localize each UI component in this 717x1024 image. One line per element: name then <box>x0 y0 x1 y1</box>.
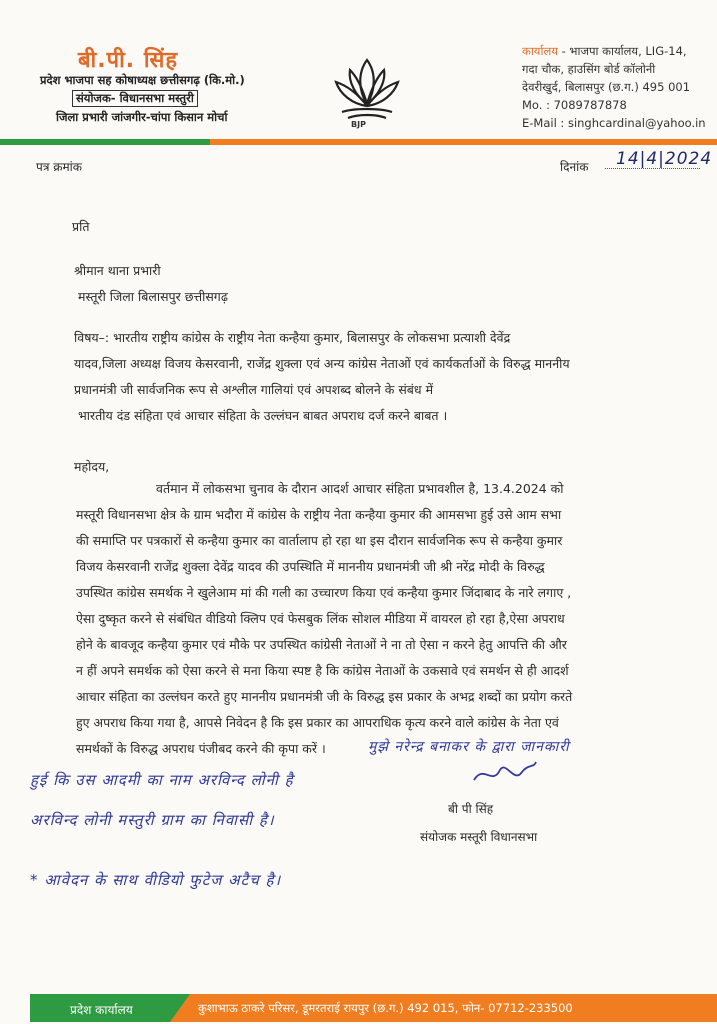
sender-designation-1: प्रदेश भाजपा सह कोषाध्यक्ष छत्तीसगढ़ (कि.मो.) <box>40 73 245 87</box>
prati-text: प्रति <box>72 219 90 234</box>
body-line-6: ऐसा दुष्कृत करने से संबंधित वीडियो क्लिप एवं फेसबुक लिंक सोशल मीडिया में वायरल हो रहा है,ऐसा अपराध <box>76 611 565 626</box>
body-line-5: उपस्थित कांग्रेस समर्थक ने खुलेआम मां की गली का उच्चारण किया एवं कन्हैया कुमार जिंदाबाद के नारे लगाए , <box>76 585 572 600</box>
sender-designation-2: संयोजक- विधानसभा मस्तुरी <box>72 90 198 107</box>
office-address-1 <box>522 44 687 59</box>
body-line-11: समर्थकों के विरुद्ध अपराध पंजीबद करने की कृपा करें । <box>76 741 326 756</box>
handwritten-note-1: मुझे नरेन्द्र बनाकर के द्वारा जानकारी <box>368 739 570 755</box>
handwritten-note-3: अरविन्द लोनी मस्तुरी ग्राम का निवासी है। <box>30 811 275 829</box>
header-band-green <box>0 139 210 145</box>
addressee-line-2: मस्तूरी जिला बिलासपुर छत्तीसगढ़ <box>78 289 228 304</box>
subject-line-4: भारतीय दंड संहिता एवं आचार संहिता के उल्लंघन बाबत अपराध दर्ज करने बाबत । <box>78 408 448 423</box>
body-line-8: न हीं अपने समर्थक को ऐसा करने से मना किया स्पष्ट है कि कांग्रेस नेताओं के उकसावे एवं समर्थन से ही आदर्श <box>76 663 569 678</box>
handwritten-note-2: हुई कि उस आदमी का नाम अरविन्द लोनी है <box>30 771 294 789</box>
lotus-emblem-icon <box>330 52 404 132</box>
ref-label: पत्र क्रमांक <box>36 160 82 174</box>
addressee-line-1: श्रीमान थाना प्रभारी <box>74 263 161 278</box>
sender-name: बी.पी. सिंह <box>78 48 179 73</box>
office-address-2: गदा चौक, हाउसिंग बोर्ड कॉलोनी <box>522 62 656 76</box>
footer-office-label: प्रदेश कार्यालय <box>70 1003 133 1017</box>
body-line-9: आचार संहिता का उल्लंघन करते हुए माननीय प्रधानमंत्री जी के विरुद्ध इस प्रकार के अभद्र शब्दों का प्रयोग करते <box>76 689 573 704</box>
date-label: दिनांक <box>560 160 589 174</box>
emblem-caption: BJP <box>351 120 366 129</box>
header-band-saffron <box>210 139 717 145</box>
office-address-3: देवरीखुर्द, बिलासपुर (छ.ग.) 495 001 <box>522 80 691 94</box>
header-band <box>0 136 717 146</box>
office-text: - भाजपा कार्यालय, LIG-14, <box>561 44 687 58</box>
subject-line-1: विषय–: भारतीय राष्ट्रीय कांग्रेस के राष्ट्रीय नेता कन्हैया कुमार, बिलासपुर के लोकसभा प्रत्याशी देवेंद्र <box>74 330 511 345</box>
body-line-7: होने के बावजूद कन्हैया कुमार एवं मौके पर उपस्थित कांग्रेसी नेताओं ने ना तो ऐसा न करने हेतु आपत्ति की और <box>76 637 567 652</box>
date-value: 14|4|2024 <box>616 149 713 169</box>
signatory-name: बी पी सिंह <box>448 802 494 816</box>
handwritten-note-4: * आवेदन के साथ वीडियो फुटेज अटैच है। <box>30 871 282 889</box>
body-line-2: मस्तूरी विधानसभा क्षेत्र के ग्राम भदौरा में कांग्रेस के राष्ट्रीय नेता कन्हैया कुमार की आमसभा हुई उसे आम सभा <box>76 507 562 522</box>
footer-band <box>0 990 717 1024</box>
signatory-title: संयोजक मस्तूरी विधानसभा <box>420 830 538 844</box>
subject-line-3: प्रधानमंत्री जी सार्वजनिक रूप से अश्लील गालियां एवं अपशब्द बोलने के संबंध में <box>74 382 434 397</box>
footer-address: कुशाभाऊ ठाकरे परिसर, डूमरतराई रायपुर (छ.ग.) 492 015, फोन- 07712-233500 <box>198 1001 573 1015</box>
mobile-number: Mo. : 7089787878 <box>522 98 627 112</box>
body-line-3: की समाप्ति पर पत्रकारों से कन्हैया कुमार का वार्तालाप हो रहा था इस दौरान सार्वजनिक रूप से कन्हैया कुमार <box>76 533 563 548</box>
body-line-10: हुए अपराध किया गया है, आपसे निवेदन है कि इस प्रकार का आपराधिक कृत्य करने वाले कांग्रेस के नेता एवं <box>76 715 559 730</box>
email-address: E-Mail : singhcardinal@yahoo.in <box>522 116 706 130</box>
subject-line-2: यादव,जिला अध्यक्ष विजय केसरवानी, राजेंद्र शुक्ला एवं अन्य कांग्रेस नेताओं एवं कार्यकर्ताओं के विरुद्ध माननीय <box>74 356 570 371</box>
office-label: कार्यालय <box>522 44 558 58</box>
salutation: महोदय, <box>74 459 110 474</box>
body-line-4: विजय केसरवानी राजेंद्र शुक्ला देवेंद्र यादव की उपस्थिति में माननीय प्रधानमंत्री जी श्री नरेंद्र मोदी के विरुद्ध <box>76 559 545 574</box>
body-line-1: वर्तमान में लोकसभा चुनाव के दौरान आदर्श आचार संहिता प्रभावशील है, 13.4.2024 को <box>156 481 564 496</box>
signature-scribble <box>470 758 540 788</box>
sender-designation-3: जिला प्रभारी जांजगीर-चांपा किसान मोर्चा <box>56 110 228 124</box>
